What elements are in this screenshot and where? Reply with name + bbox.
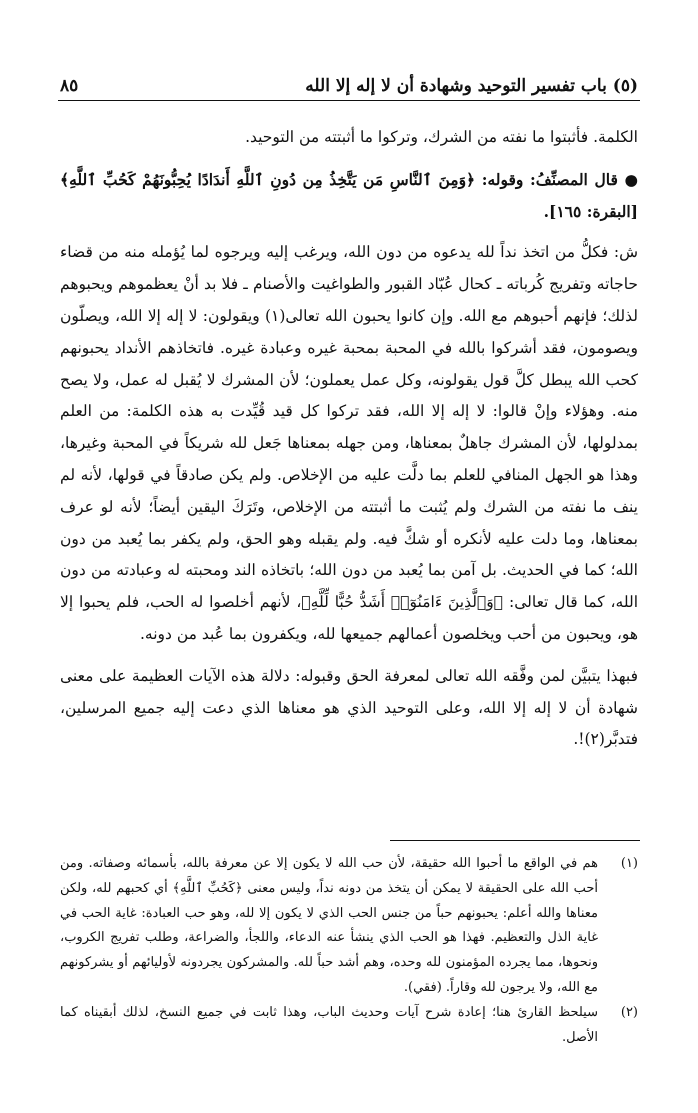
- footnote-text: سيلحظ القارئ هنا؛ إعادة شرح آيات وحديث الباب، وهذا ثابت في جميع النسخ، لذلك أبقيناه كما الأصل.: [60, 1004, 598, 1045]
- page-header: [60, 62, 638, 96]
- header-divider: [58, 100, 640, 101]
- paragraph-conclusion: فبهذا يتبيَّن لمن وفَّقه الله تعالى لمعرفة الحق وقبوله: دلالة هذه الآيات العظيمة على معنى شهادة أن لا إله إلا الله، وعلى التوحيد الذي هو معناها الذي دعت إليه جميع المرسلين، فتدبَّر(٢)!.: [60, 666, 638, 749]
- footnote-number: (٢): [620, 1004, 638, 1020]
- footnote-1: [60, 852, 638, 1001]
- main-text: [60, 122, 638, 756]
- page-number: ٨٥: [60, 76, 79, 96]
- footnote-number: (١): [620, 856, 638, 871]
- footnote-text: هم في الواقع ما أحبوا الله حقيقة، لأن حب الله لا يكون إلا عن معرفة بالله، بأسمائه وصفاته. ومن أحب الله على الحقيقة لا يمكن أن يتخذ من دونه نداً، وليس معنى ﴿كَحُبِّ ٱللَّهِ﴾ أي كحبهم لله، ولكن معناها والله أعلم: يحبونهم حباً من جنس الحب الذي لا يكون إلا لله، وهو حب العبادة: غاية الحب في غاية الذل والتعظيم. فهذا هو الحب الذي ينشأ عنه الدعاء، واللجأ، والضراعة، وطلب تفريج الكروب، ونحوها، مما يجرده المؤمنون لله وحده، وهم أشد حباً لله. والمشركون يجردونه لأوليائهم أو يشركونهم مع الله، ولا يرجون لله وقاراً. (فقي).: [60, 856, 598, 995]
- footnote-2: [60, 1001, 638, 1051]
- footnotes: [60, 852, 638, 1050]
- paragraph-intro: الكلمة. فأثبتوا ما نفته من الشرك، وتركوا ما أثبتته من التوحيد.: [245, 128, 638, 146]
- paragraph-commentary: ش: فكلُّ من اتخذ نداً لله يدعوه من دون الله، ويرغب إليه ويرجوه لما يُؤمله منه من قضاء حاجاته وتفريج كُرباته ـ كحال عُبّاد القبور والطواغيت والأصنام ـ فلا بد أنْ يعظموهم ويحبوهم لذلك؛ فإنهم أحبوهم مع الله. وإن كانوا يحبون الله تعالى(١) ويقولون: لا إله إلا الله، ويصلّون ويصومون، فقد أشركوا بالله في المحبة بمحبة غيره وعبادة غيره. فاتخاذهم الأنداد يحبونهم كحب الله يبطل كلَّ قول يقولونه، وكل عمل يعملون؛ لأن المشرك لا يُقبل له عمل، ولا يصح منه. وهؤلاء وإنْ قالوا: لا إله إلا الله، فقد تركوا كل قيد قُيِّدت به هذه الكلمة: من العلم بمدلولها، لأن المشرك جاهلٌ بمعناها، ومن جهله بمعناها جَعل لله شريكاً في المحبة وغيرها، وهذا هو الجهل المنافي للعلم بما دلَّت عليه من الإخلاص. ولم يكن صادقاً في قولها، لأنه لم ينف ما نفته من الشرك ولم يُثبت ما أثبتته من الإخلاص، وتَرَكَ اليقين أيضاً؛ لأنه لو عرف بمعناها، وما دلت عليه لأنكره أو شكَّ فيه. ولم يقبله وهو الحق، ولم يكفر بما يُعبد من دون الله؛ كما في الحديث. بل آمن بما يُعبد من دون الله؛ باتخاذه الند ومحبته له وعبادته من دون الله، كما قال تعالى: ﴿وَٱلَّذِينَ ءَامَنُوٓا۟ أَشَدُّ حُبًّا لِّلَّهِ﴾، لأنهم أخلصوا له الحب، فلم يحبوا إلا هو، ويحبون من أحب ويخلصون أعمالهم جميعها لله، ويكفرون بما عُبد من دونه.: [60, 243, 639, 643]
- footnote-divider: [390, 840, 640, 841]
- paragraph-author-quote: ● قال المصنِّفُ: وقوله: ﴿وَمِنَ ٱلنَّاسِ مَن يَتَّخِذُ مِن دُونِ ٱللَّهِ أَندَادًا يُحِبُّونَهُمْ كَحُبِّ ٱللَّهِ﴾ [البقرة: ١٦٥].: [60, 169, 638, 221]
- chapter-title: (٥) باب تفسير التوحيد وشهادة أن لا إله إلا الله: [305, 76, 638, 96]
